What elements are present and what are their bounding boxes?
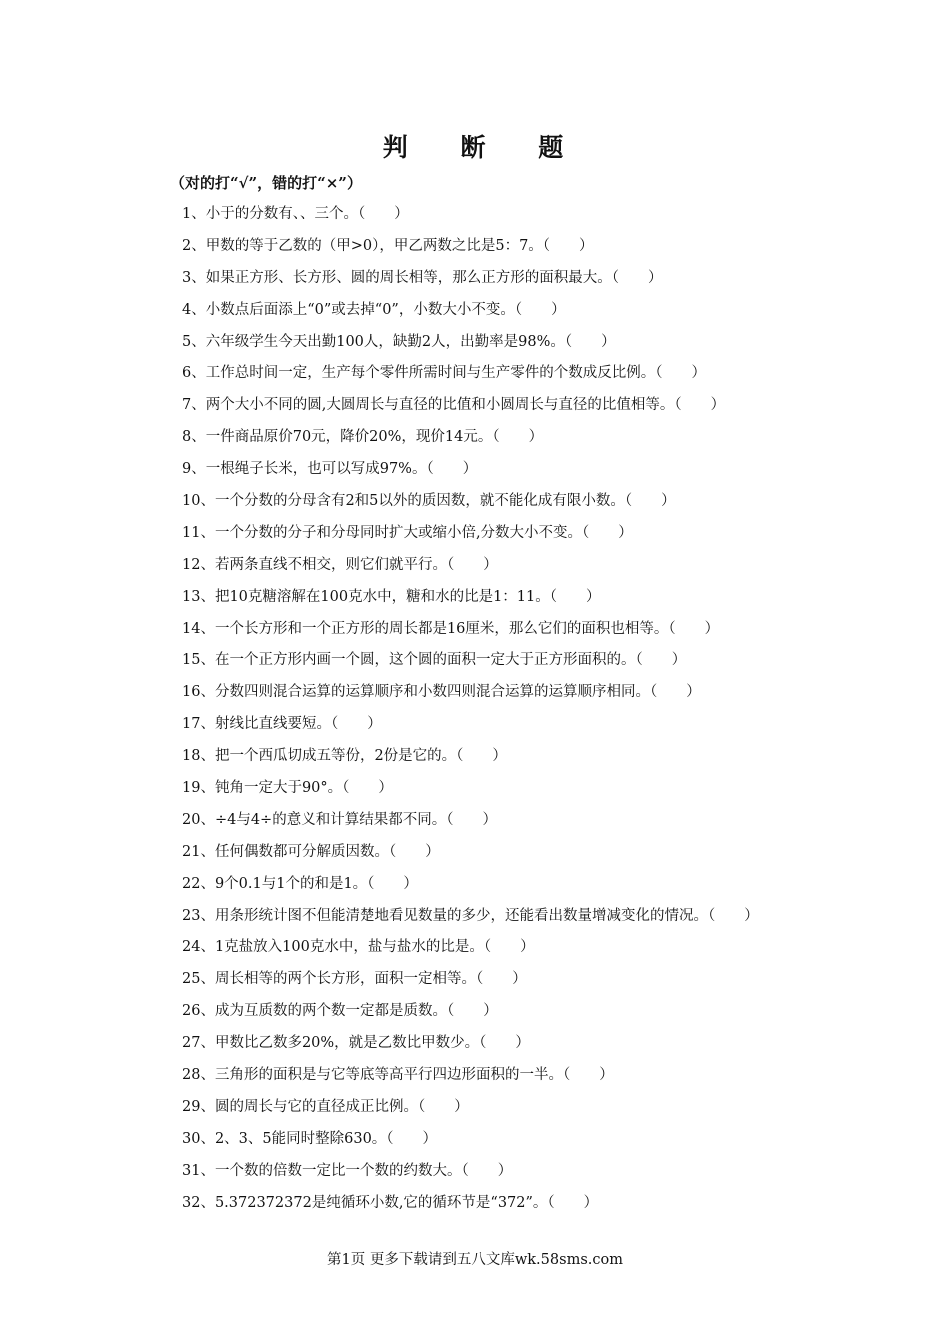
question-item: 25、周长相等的两个长方形，面积一定相等。（ ） (182, 971, 527, 988)
question-item: 32、5.372372372是纯循环小数,它的循环节是“372”。（ ） (182, 1194, 599, 1211)
question-item: 22、9个0.1与1个的和是1。（ ） (182, 875, 418, 892)
question-item: 4、小数点后面添上“0”或去掉“0”，小数大小不变。（ ） (182, 301, 566, 318)
question-list (182, 202, 759, 1223)
question-item: 20、÷4与4÷的意义和计算结果都不同。（ ） (182, 811, 497, 828)
question-item: 1、小于的分数有、、三个。（ ） (182, 206, 409, 222)
question-item: 7、两个大小不同的圆,大圆周长与直径的比值和小圆周长与直径的比值相等。（ ） (182, 397, 726, 414)
question-item: 30、2、3、5能同时整除630。（ ） (182, 1130, 438, 1147)
instruction-text: （对的打“√”，错的打“×”） (170, 174, 362, 192)
question-item: 24、1克盐放入100克水中，盐与盐水的比是。（ ） (182, 939, 535, 956)
question-item: 14、一个长方形和一个正方形的周长都是16厘米，那么它们的面积也相等。（ ） (182, 620, 720, 637)
question-item: 13、把10克糖溶解在100克水中，糖和水的比是1：11。（ ） (182, 588, 601, 605)
question-item: 31、一个数的倍数一定比一个数的约数大。（ ） (182, 1162, 513, 1179)
question-item: 28、三角形的面积是与它等底等高平行四边形面积的一半。（ ） (182, 1067, 614, 1084)
question-item: 8、一件商品原价70元，降价20%，现价14元。（ ） (182, 429, 544, 446)
question-item: 27、甲数比乙数多20%，就是乙数比甲数少。（ ） (182, 1035, 530, 1052)
question-item: 19、钝角一定大于90°。（ ） (182, 780, 393, 797)
question-item: 15、在一个正方形内画一个圆，这个圆的面积一定大于正方形面积的。（ ） (182, 652, 687, 669)
question-item: 26、成为互质数的两个数一定都是质数。（ ） (182, 1003, 498, 1020)
question-item: 9、一根绳子长米，也可以写成97%。（ ） (182, 461, 478, 478)
question-item: 2、甲数的等于乙数的（甲>0），甲乙两数之比是5：7。（ ） (182, 237, 594, 254)
question-item: 5、六年级学生今天出勤100人，缺勤2人，出勤率是98%。（ ） (182, 333, 616, 350)
question-item: 10、一个分数的分母含有2和5以外的质因数，就不能化成有限小数。（ ） (182, 493, 676, 510)
question-item: 11、一个分数的分子和分母同时扩大或缩小倍,分数大小不变。（ ） (182, 524, 633, 541)
page-title: 判 断 题 (382, 133, 586, 162)
question-item: 21、任何偶数都可分解质因数。（ ） (182, 843, 440, 860)
question-item: 17、射线比直线要短。（ ） (182, 716, 382, 733)
question-item: 6、工作总时间一定，生产每个零件所需时间与生产零件的个数成反比例。（ ） (182, 365, 706, 382)
question-item: 29、圆的周长与它的直径成正比例。（ ） (182, 1098, 469, 1115)
page-footer: 第1页 更多下载请到五八文库wk.58sms.com (327, 1252, 623, 1268)
question-item: 16、分数四则混合运算的运算顺序和小数四则混合运算的运算顺序相同。（ ） (182, 684, 701, 701)
question-item: 3、如果正方形、长方形、圆的周长相等，那么正方形的面积最大。（ ） (182, 269, 663, 286)
question-item: 12、若两条直线不相交，则它们就平行。（ ） (182, 556, 498, 573)
question-item: 18、把一个西瓜切成五等份，2份是它的。（ ） (182, 748, 507, 765)
question-item: 23、用条形统计图不但能清楚地看见数量的多少，还能看出数量增减变化的情况。（ ） (182, 907, 759, 924)
